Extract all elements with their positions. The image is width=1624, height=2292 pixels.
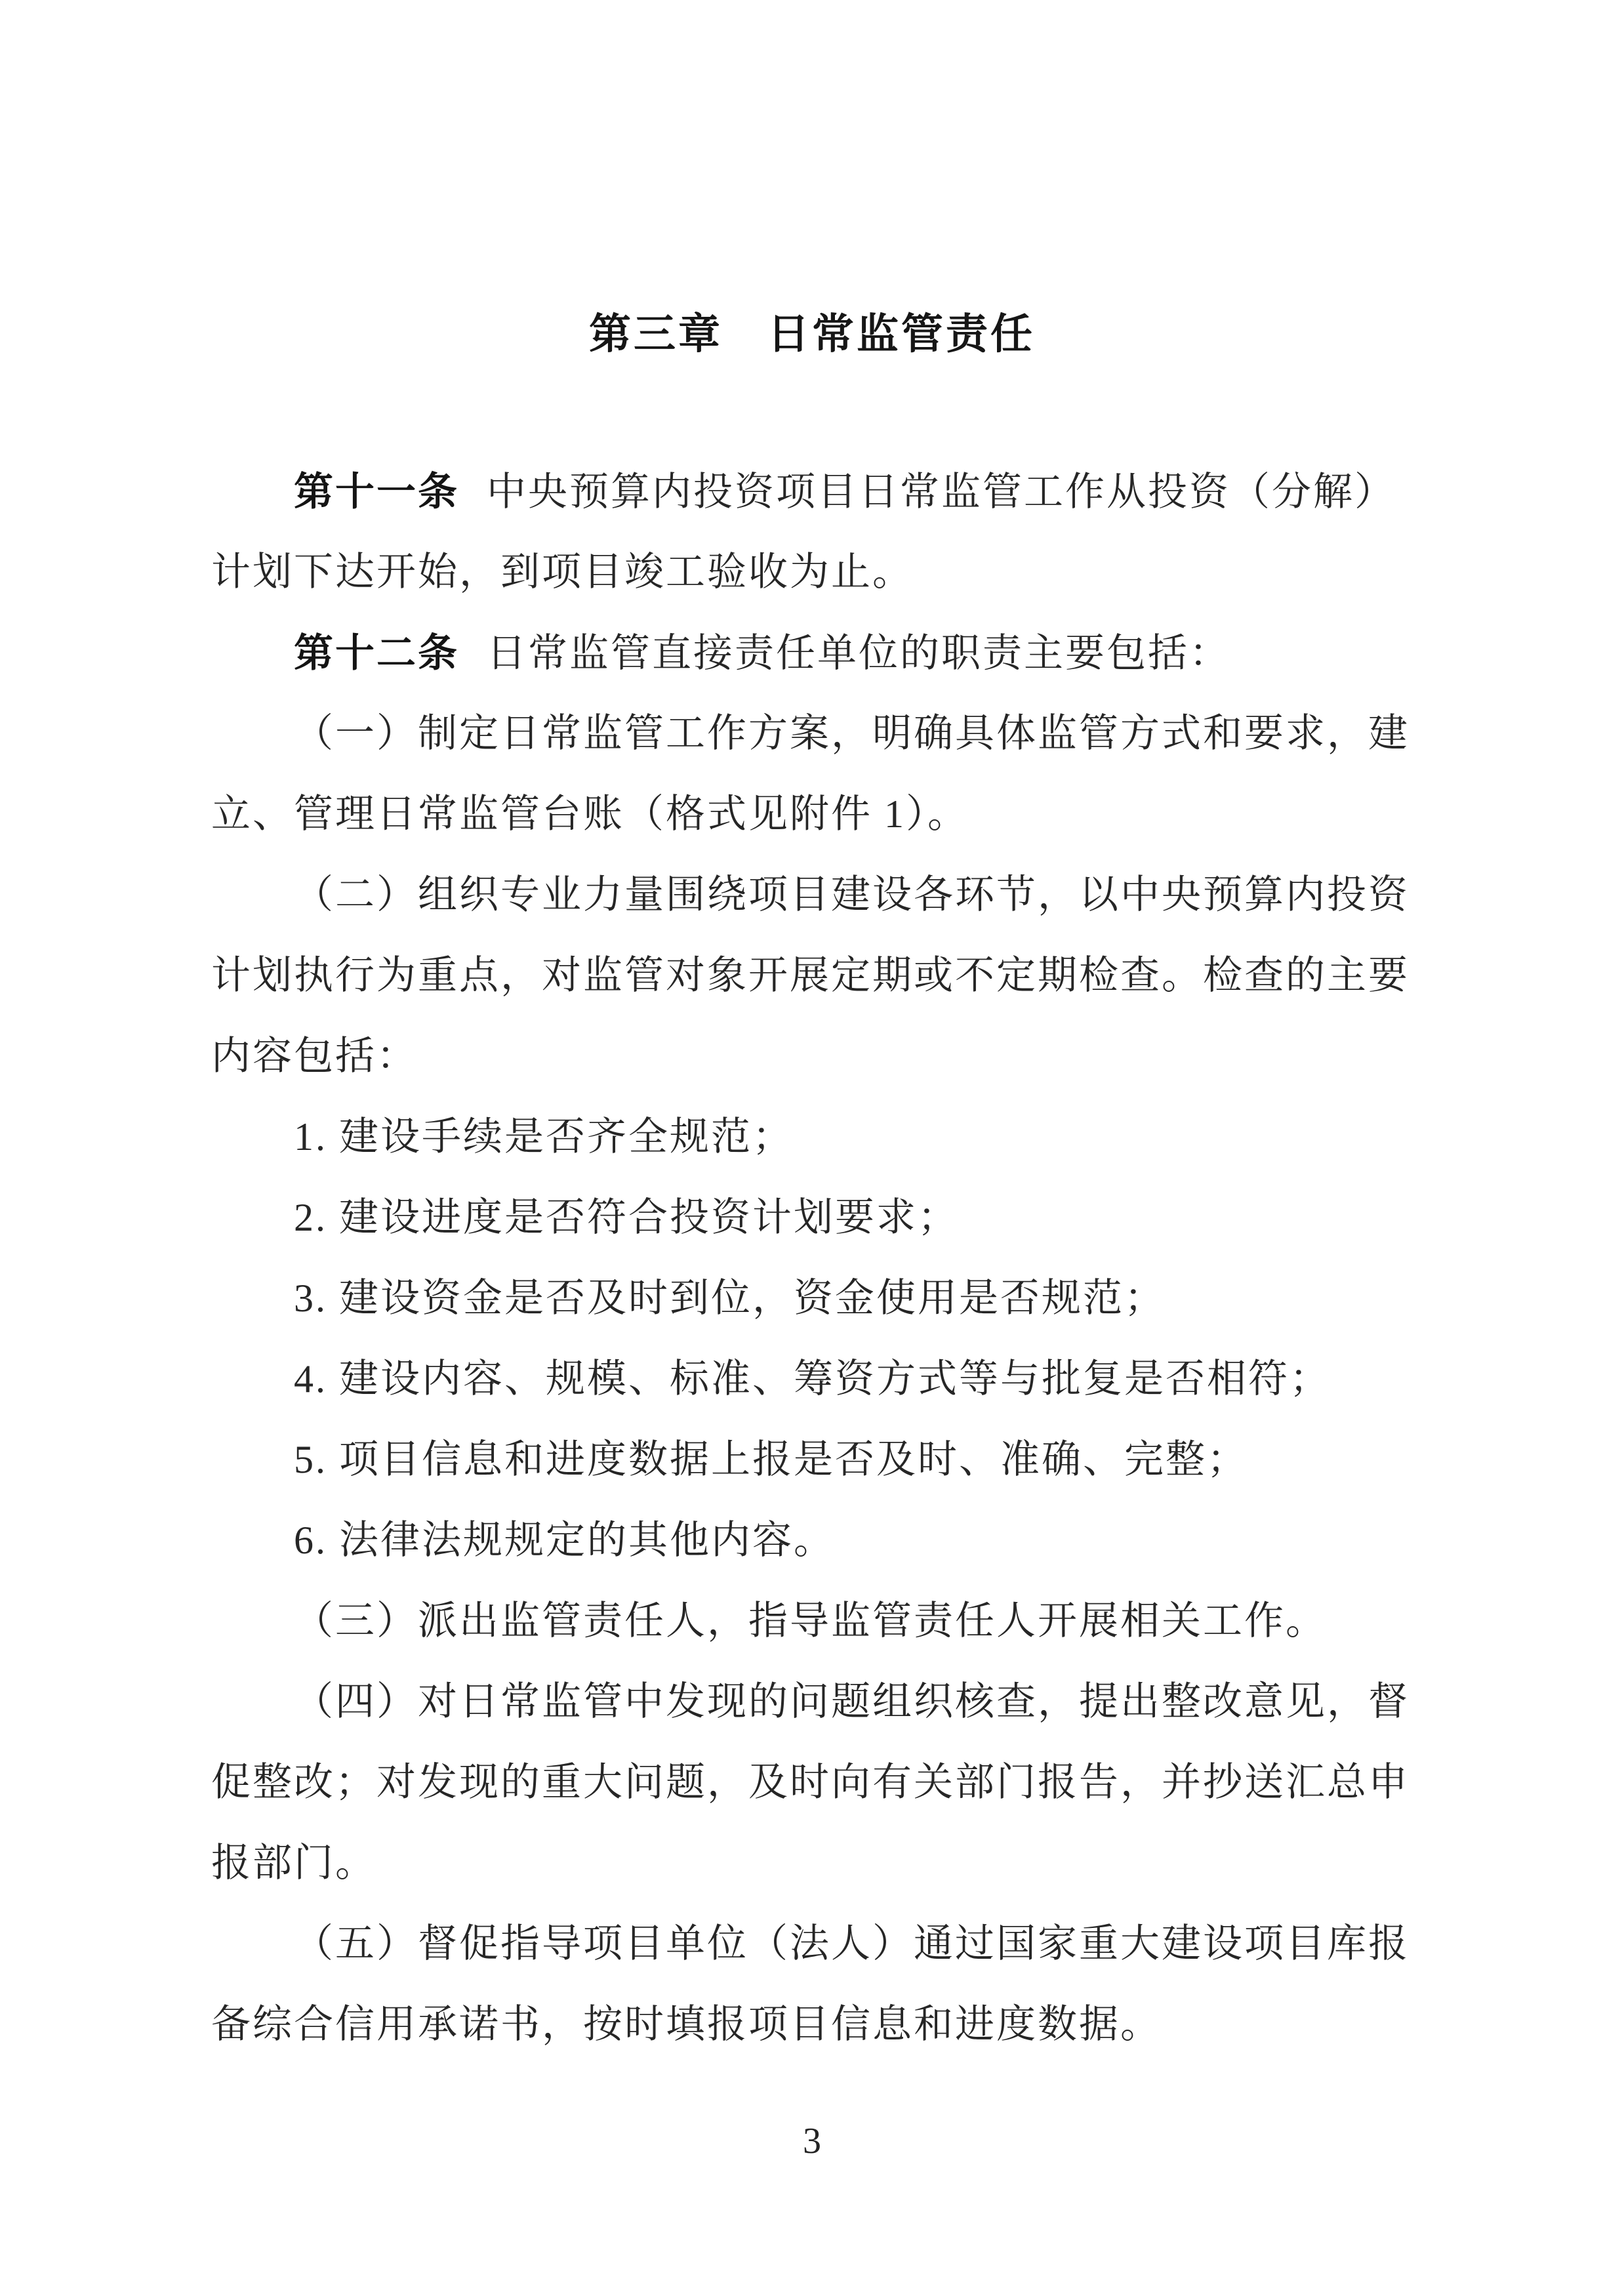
article-label: 第十一条	[294, 470, 459, 514]
text-line	[211, 935, 1419, 1016]
line-text: 备综合信用承诺书，按时填报项目信息和进度数据。	[211, 2003, 1162, 2046]
line-text: 1. 建设手续是否齐全规范；	[294, 1115, 794, 1158]
text-line	[211, 1339, 1419, 1420]
chapter-heading: 第三章 日常监管责任	[589, 310, 1035, 358]
line-text: （三）派出监管责任人，指导监管责任人开展相关工作。	[294, 1599, 1327, 1643]
text-line	[211, 1177, 1419, 1258]
article-label: 第十二条	[294, 631, 459, 675]
line-text: 计划执行为重点，对监管对象开展定期或不定期检查。检查的主要	[211, 954, 1410, 997]
text-line	[211, 1581, 1419, 1662]
line-text: （二）组织专业力量围绕项目建设各环节，以中央预算内投资	[294, 873, 1410, 916]
text-line	[211, 693, 1419, 774]
line-text: （五）督促指导项目单位（法人）通过国家重大建设项目库报	[294, 1922, 1410, 1965]
text-line	[211, 1016, 1419, 1097]
line-text: （四）对日常监管中发现的问题组织核查，提出整改意见，督	[294, 1680, 1410, 1723]
line-text: 立、管理日常监管台账（格式见附件 1）。	[211, 792, 969, 836]
text-line	[211, 1662, 1419, 1742]
text-line	[211, 451, 1419, 532]
line-text: 日常监管直接责任单位的职责主要包括：	[487, 632, 1230, 675]
line-text: 报部门。	[211, 1841, 376, 1885]
line-text: 中央预算内投资项目日常监管工作从投资（分解）	[487, 470, 1396, 514]
page-number: 3	[803, 2121, 821, 2161]
text-line	[211, 532, 1419, 613]
text-line	[211, 1097, 1419, 1177]
line-text: 5. 项目信息和进度数据上报是否及时、准确、完整；	[294, 1438, 1248, 1481]
text-line	[211, 1500, 1419, 1581]
document-body	[211, 451, 1419, 2065]
text-line	[211, 613, 1419, 693]
line-text: （一）制定日常监管工作方案，明确具体监管方式和要求，建	[294, 712, 1410, 755]
line-text: 计划下达开始，到项目竣工验收为止。	[211, 550, 914, 594]
text-line	[211, 1258, 1419, 1339]
text-line	[211, 1984, 1419, 2065]
text-line	[211, 855, 1419, 935]
line-text: 促整改；对发现的重大问题，及时向有关部门报告，并抄送汇总申	[211, 1761, 1410, 1804]
text-line	[211, 1420, 1419, 1500]
text-line	[211, 1904, 1419, 1984]
text-line	[211, 1742, 1419, 1823]
line-text: 4. 建设内容、规模、标准、筹资方式等与批复是否相符；	[294, 1357, 1331, 1401]
line-text: 6. 法律法规规定的其他内容。	[294, 1519, 835, 1562]
line-text: 内容包括：	[211, 1034, 418, 1078]
text-line	[211, 1823, 1419, 1904]
line-text: 3. 建设资金是否及时到位，资金使用是否规范；	[294, 1277, 1166, 1320]
text-line	[211, 774, 1419, 855]
line-text: 2. 建设进度是否符合投资计划要求；	[294, 1196, 959, 1239]
